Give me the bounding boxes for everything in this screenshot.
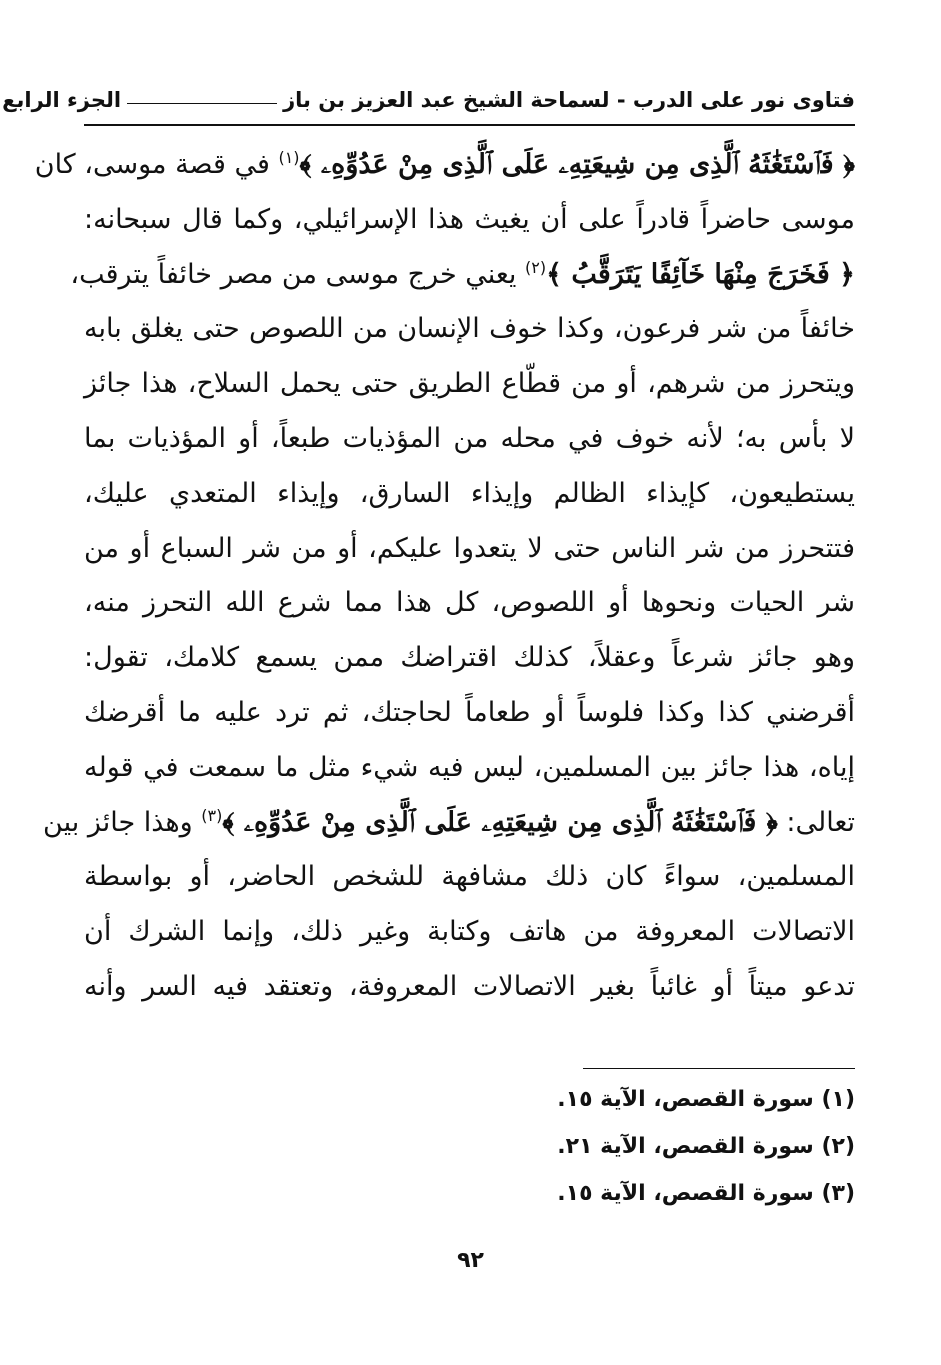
body-line [84,850,855,905]
body-line [84,467,855,522]
body-text-segment: وهو جائز شرعاً وعقلاً، كذلك اقتراضك ممن يسمع كلامك، تقول: [84,642,855,674]
body-line [84,357,855,412]
page-number: ٩٢ [457,1248,484,1273]
quran-verse: ﴿ فَٱسْتَغَٰثَهُ ٱلَّذِى مِن شِيعَتِهِۦ عَلَى ٱلَّذِى مِنْ عَدُوِّهِۦ ﴾ [222,806,778,838]
body-text-segment: تعالى: [777,806,855,838]
body-line [84,905,855,960]
book-title: فتاوى نور على الدرب - لسماحة الشيخ عبد العزيز بن باز [283,88,855,112]
body-line [84,522,855,577]
header-rule [84,124,855,126]
body-text-segment: شر الحيات ونحوها أو اللصوص، كل هذا مما شرع الله التحرز منه، [84,587,855,619]
footnote-2: (٢) سورة القصص، الآية ٢١. [557,1134,855,1159]
body-text-segment: فتتحرز من شر الناس حتى لا يتعدوا عليكم، أو من شر السباع أو من [84,532,855,564]
body-text-segment: يستطيعون، كإيذاء الظالم وإيذاء السارق، وإيذاء المتعدي عليك، [84,477,855,509]
body-text-segment: خائفاً من شر فرعون، وكذا خوف الإنسان من اللصوص حتى يغلق بابه [84,313,855,345]
body-text-segment: لا بأس به؛ لأنه خوف في محله من المؤذيات طبعاً، أو المؤذيات بما [84,422,855,454]
body-line [84,631,855,686]
body-line [84,741,855,796]
body-text-segment: إياه، هذا جائز بين المسلمين، ليس فيه شيء مثل ما سمعت في قوله [84,751,855,783]
body-text-segment: وهذا جائز بين [43,806,202,838]
running-header [2,80,855,120]
body-line [43,796,855,851]
body-text-segment: الاتصالات المعروفة من هاتف وكتابة وغير ذلك، وإنما الشرك أن [84,916,855,948]
body-text [34,138,855,1015]
body-line [84,960,855,1015]
footnotes [84,1076,855,1217]
footnote-reference: (١) [278,148,300,167]
body-line [34,138,855,193]
quran-verse: ﴿ فَٱسْتَغَٰثَهُ ٱلَّذِى مِن شِيعَتِهِۦ عَلَى ٱلَّذِى مِنْ عَدُوِّهِۦ ﴾ [299,149,855,180]
body-text-segment: يعني خرج موسى من مصر خائفاً يترقب، [70,258,526,290]
body-line [70,248,855,303]
body-text-segment: موسى حاضراً قادراً على أن يغيث هذا الإسرائيلي، وكما قال سبحانه: [84,203,855,235]
footnote-1: (١) سورة القصص، الآية ١٥. [557,1087,855,1112]
body-text-segment: في قصة موسى، كان [34,149,279,180]
header-separator-line [127,103,277,104]
footnote-reference: (٣) [201,805,223,825]
footnote-separator [583,1068,855,1069]
body-text-segment: أقرضني كذا وكذا فلوساً أو طعاماً لحاجتك، ثم ترد عليه ما أقرضك [84,696,855,728]
body-line [84,302,855,357]
footnote-3: (٣) سورة القصص، الآية ١٥. [557,1181,855,1206]
quran-verse: ﴿ فَخَرَجَ مِنْهَا خَآئِفًا يَتَرَقَّبُ ﴾ [546,258,855,290]
body-text-segment: تدعو ميتاً أو غائباً بغير الاتصالات المعروفة، وتعتقد فيه السر وأنه [84,970,855,1002]
body-line [84,193,855,248]
body-line [84,412,855,467]
body-text-segment: ويتحرز من شرهم، أو من قطّاع الطريق حتى يحمل السلاح، هذا جائز [84,368,855,400]
body-line [84,576,855,631]
footnote-reference: (٢) [525,257,547,277]
body-line [84,686,855,741]
volume-label: الجزء الرابع [2,88,122,112]
body-text-segment: المسلمين، سواءً كان ذلك مشافهة للشخص الحاضر، أو بواسطة [84,861,855,893]
